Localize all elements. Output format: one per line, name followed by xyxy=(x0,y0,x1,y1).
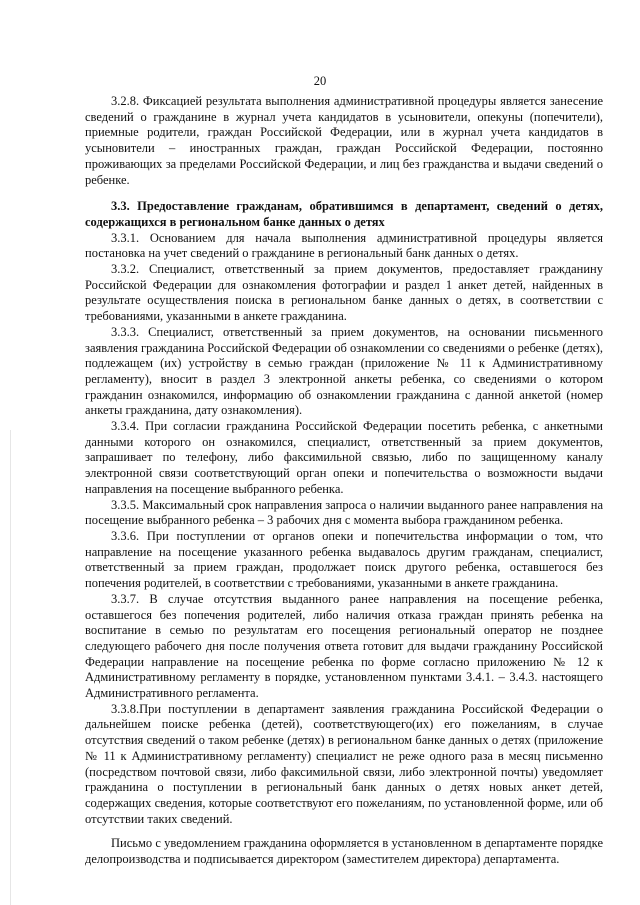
paragraph-3-3-2: 3.3.2. Специалист, ответственный за прием документов, предоставляет гражданину Российской Федерации для ознакомления фотографии и раздел 1 анкет детей, найденных в результате осуществления поиска в региональном банке данных о детях, в соответствии с требованиями, указанными в анкете гражданина. xyxy=(85,262,603,324)
paragraph-3-3-8: 3.3.8.При поступлении в департамент заявления гражданина Российской Федерации о дальнейшем поиске ребенка (детей), соответствующего(их) его пожеланиям, в случае отсутствия сведений о таком ребенке (детях) в региональном банке данных о детях (приложение № 11 к Административному регламенту) специалист не реже одного раза в месяц письменно (посредством почтовой связи, либо факсимильной связи, либо электронной почты) уведомляет гражданина о поступлении в региональный банк данных о детях новых анкет детей, содержащих сведения, которые соответствуют его пожеланиям, по установленной форме, или об отсутствии таких сведений. xyxy=(85,701,603,826)
paragraph-3-3-6: 3.3.6. При поступлении от органов опеки и попечительства информации о том, что направление на посещение указанного ребенка выдавалось другим гражданам, специалист, ответственный за прием граждан, продолжает поиск другого ребенка, оставшегося без попечения родителей, в соответствии с требованиями, указанными в анкете гражданина. xyxy=(85,528,603,591)
paragraph-3-2-8: 3.2.8. Фиксацией результата выполнения административной процедуры является занесение сведений о гражданине в журнал учета кандидатов в усыновители, опекуны (попечители), приемные родители, граждан Российской Федерации, или в журнал учета кандидатов в усыновители – иностранных граждан, граждан Российской Федерации, постоянно проживающих за пределами Российской Федерации, и лиц без гражданства и выдачи сведений о ребенке. xyxy=(85,94,603,187)
document-body xyxy=(85,94,603,868)
paragraph-letter: Письмо с уведомлением гражданина оформляется в установленном в департаменте порядке делопроизводства и подписывается директором (заместителем директора) департамента. xyxy=(85,836,603,867)
paragraph-3-3-5: 3.3.5. Максимальный срок направления запроса о наличии выданного ранее направления на посещение выбранного ребенка – 3 рабочих дня с момента выбора гражданином ребенка. xyxy=(85,497,603,528)
section-heading-3-3: 3.3. Предоставление гражданам, обратившимся в департамент, сведений о детях, содержащихся в региональном банке данных о детях xyxy=(85,199,603,229)
paragraph-3-3-1: 3.3.1. Основанием для начала выполнения административной процедуры является постановка на учет сведений о гражданине в региональный банк данных о детях. xyxy=(85,230,603,261)
paragraph-3-3-7: 3.3.7. В случае отсутствия выданного ранее направления на посещение ребенка, оставшегося без попечения родителей, либо наличия отказа граждан принять ребенка на воспитание в семью по результатам его посещения региональный оператор не позднее следующего рабочего дня после получения ответа готовит для выдачи гражданину Российской Федерации направление на посещение ребенка по форме согласно приложению № 12 к Административному регламенту в порядке, установленном пунктами 3.4.1. – 3.4.3. настоящего Административного регламента. xyxy=(85,591,603,701)
paragraph-3-3-4: 3.3.4. При согласии гражданина Российской Федерации посетить ребенка, с анкетными данными которого он ознакомился, специалист, ответственный за прием документов, запрашивает по телефону, либо факсимильной связью, либо по защищенному каналу электронной связи соответствующий орган опеки и попечительства о возможности выдачи направления на посещение выбранного ребенка. xyxy=(85,419,603,496)
scan-margin-line xyxy=(10,430,11,905)
page-number: 20 xyxy=(313,74,327,88)
paragraph-3-3-3: 3.3.3. Специалист, ответственный за прием документов, на основании письменного заявления гражданина Российской Федерации об ознакомлении со сведениями о ребенке (детях), подлежащем (их) устройству в семью граждан (приложение № 11 к Административному регламенту), вносит в раздел 3 электронной анкеты ребенка, со сведениями о котором гражданин ознакомился, информацию об ознакомлении гражданина с данной анкетой (номер анкеты гражданина, дату ознакомления). xyxy=(85,324,603,418)
